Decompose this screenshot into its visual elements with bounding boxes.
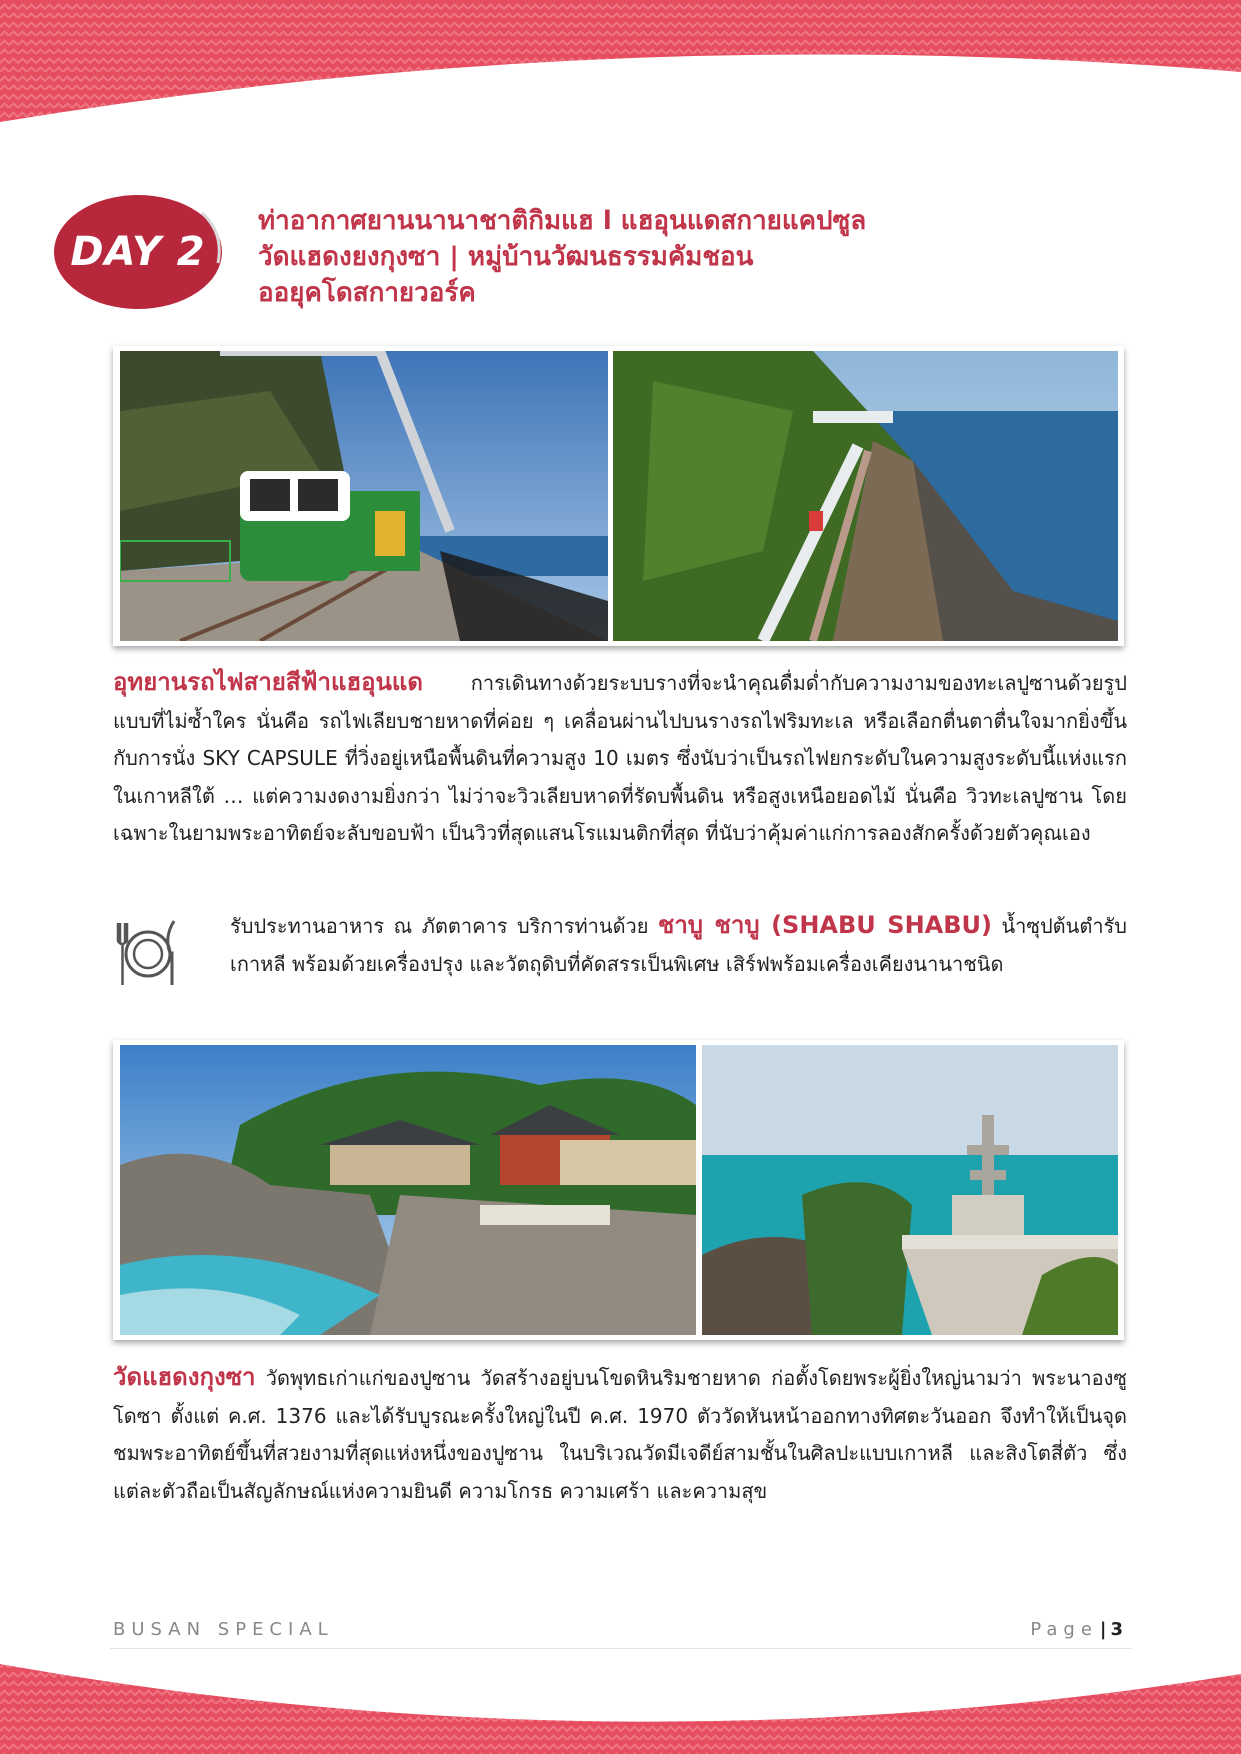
temple-pagoda-sea-photo: [702, 1045, 1118, 1335]
page-separator: |: [1099, 1619, 1107, 1640]
page-number: 3: [1110, 1619, 1123, 1640]
section-heading: วัดแฮดงกุงซา: [113, 1363, 256, 1391]
photo-strip-trains: [113, 346, 1124, 646]
meal-highlight: ชาบู ชาบู (SHABU SHABU): [658, 911, 992, 939]
sky-capsule-coast-photo: [613, 351, 1118, 641]
photo-strip-temple: [113, 1040, 1124, 1340]
plate-fork-knife-icon: [116, 917, 180, 987]
meal-text-after: น้ำซุปต้นตำรับเกาหลี พร้อมด้วยเครื่องปรุง และวัตถุดิบที่คัดสรรเป็นพิเศษ เสิร์ฟพร้อมเครื่องเคียงนานาชนิด: [230, 914, 1127, 976]
day-title-line: วัดแฮดงยงกุงซา | หมู่บ้านวัฒนธรรมคัมชอน: [258, 242, 754, 272]
footer-brand: BUSAN SPECIAL: [113, 1619, 334, 1640]
beach-train-photo: [120, 351, 608, 641]
day-badge-label: DAY 2: [70, 229, 206, 275]
top-wave-decoration: [0, 0, 1241, 130]
section-heading: อุทยานรถไฟสายสีฟ้าแฮอุนแด: [113, 668, 423, 696]
day-title-line: ออยุคโดสกายวอร์ค: [258, 278, 476, 308]
section-body: วัดพุทธเก่าแก่ของปูซาน วัดสร้างอยู่บนโขดหินริมชายหาด ก่อตั้งโดยพระผู้ยิ่งใหญ่นามว่า พระนาองซูโดซา ตั้งแต่ ค.ศ. 1376 และได้รับบูรณะครั้งใหญ่ในปี ค.ศ. 1970 ตัววัดหันหน้าออกทางทิศตะวันออก จึงทำให้เป็นจุดชมพระอาทิตย์ขึ้นที่สวยงามที่สุดแห่งหนึ่งของปูซาน ในบริเวณวัดมีเจดีย์สามชั้นในศิลปะแบบเกาหลี และสิงโตสี่ตัว ซึ่งแต่ละตัวถือเป็นสัญลักษณ์แห่งความยินดี ความโกรธ ความเศร้า และความสุข: [113, 1366, 1127, 1503]
section-haedong-temple: [113, 1359, 1127, 1510]
haedong-temple-photo: [120, 1045, 696, 1335]
meal-description: [230, 907, 1127, 983]
bottom-wave-decoration: [0, 1614, 1241, 1754]
day-title-line: ท่าอากาศยานนานาชาติกิมแฮ l แฮอุนแดสกายแคปซูล: [258, 206, 867, 236]
meal-text-before: รับประทานอาหาร ณ ภัตตาคาร บริการท่านด้วย: [230, 914, 659, 938]
page-label: Page: [1030, 1619, 1098, 1640]
day-title: [258, 203, 1158, 311]
section-body: การเดินทางด้วยระบบรางที่จะนำคุณดื่มด่ำกับความงามของทะเลปูซานด้วยรูปแบบที่ไม่ซ้ำใคร นั่นคือ รถไฟเลียบชายหาดที่ค่อย ๆ เคลื่อนผ่านไปบนรางรถไฟริมทะเล หรือเลือกตื่นตาตื่นใจมากยิ่งขึ้นกับการนั่ง SKY CAPSULE ที่วิ่งอยู่เหนือพื้นดินที่ความสูง 10 เมตร ซึ่งนับว่าเป็นรถไฟยกระดับในความสูงระดับนี้แห่งแรกในเกาหลีใต้ … แต่ความงดงามยิ่งกว่า ไม่ว่าจะวิวเลียบหาดที่รัดบพื้นดิน หรือสูงเหนือยอดไม้ นั่นคือ วิวทะเลปูซาน โดยเฉพาะในยามพระอาทิตย์จะลับขอบฟ้า เป็นวิวที่สุดแสนโรแมนติกที่สุด ที่นับว่าคุ้มค่าแก่การลองสักครั้งด้วยตัวคุณเอง: [113, 671, 1127, 845]
section-skycapsule: [113, 664, 1127, 853]
day-badge: [52, 193, 224, 311]
